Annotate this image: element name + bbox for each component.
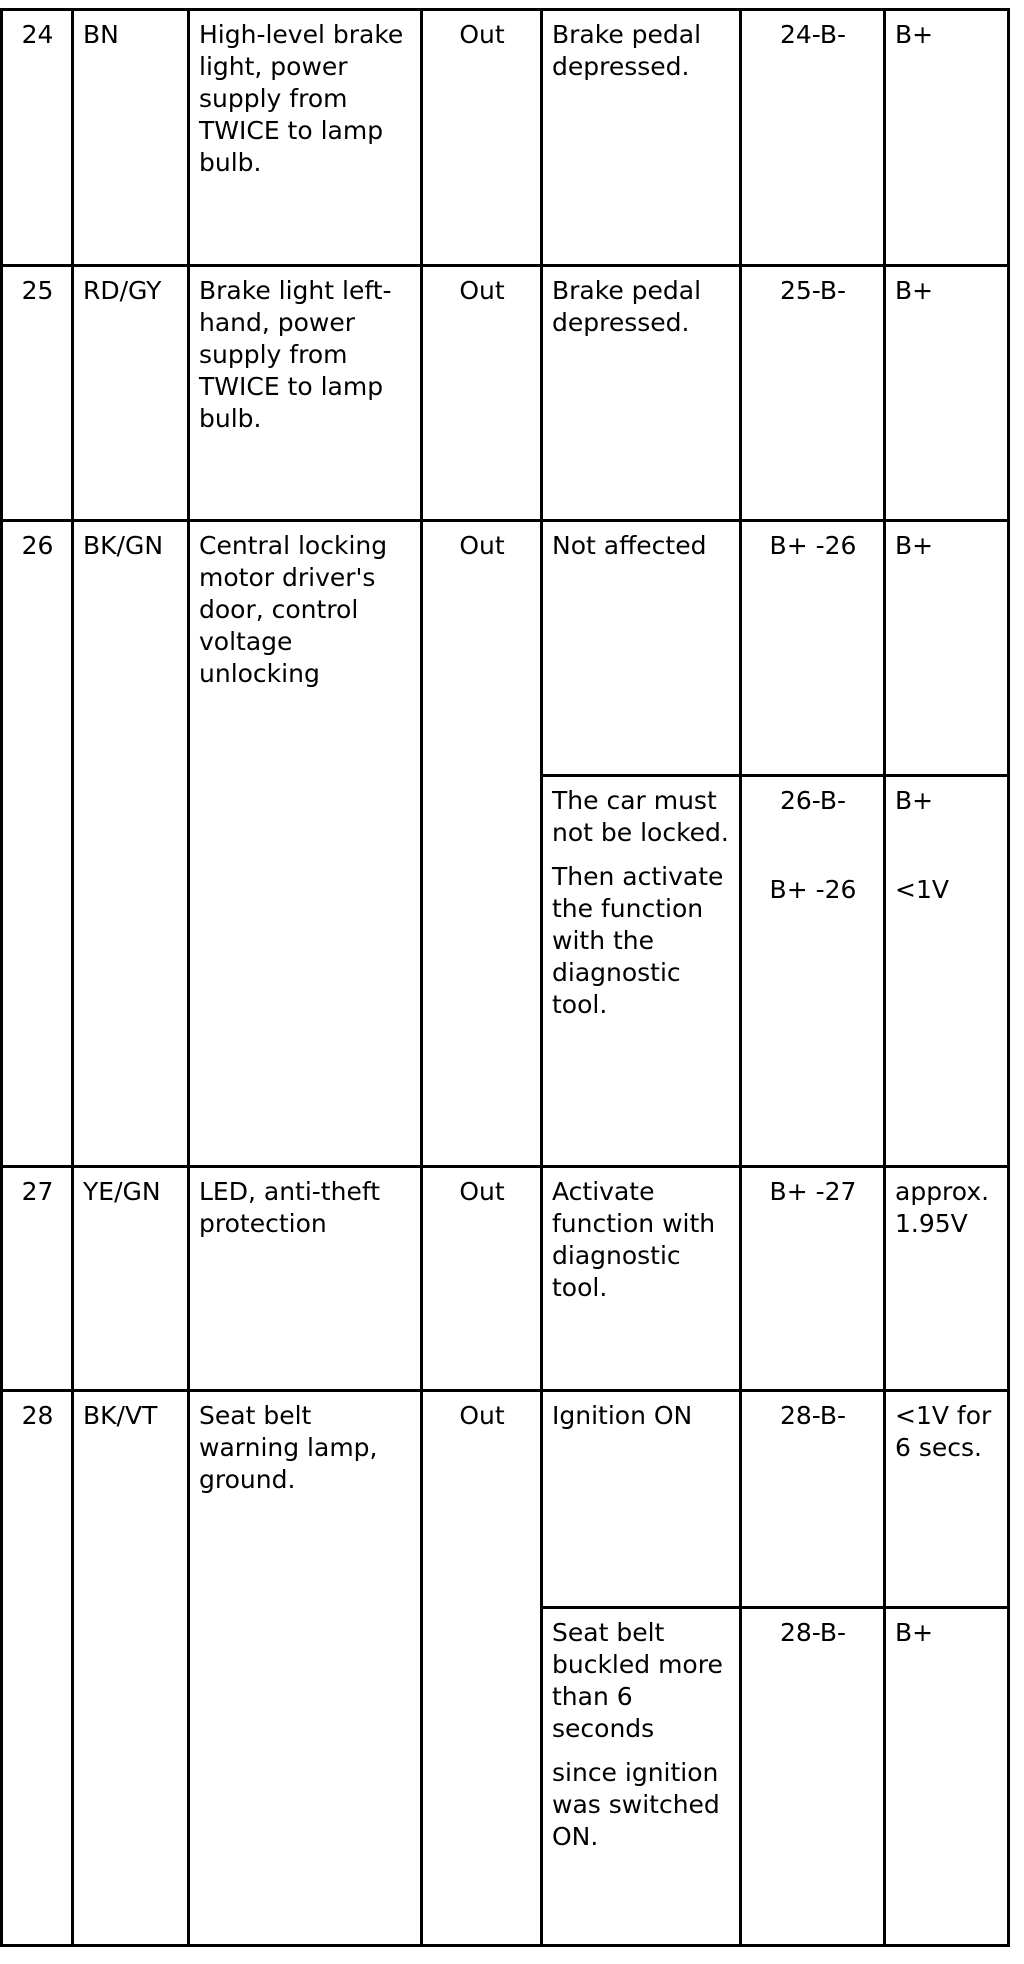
measure-point-text: B+ -26 bbox=[769, 875, 857, 904]
condition-text: since ignition was switched ON. bbox=[552, 1758, 720, 1851]
direction-cell: Out bbox=[422, 266, 542, 521]
table-row bbox=[2, 1391, 1009, 1608]
measure-point-cell: B+ -26 bbox=[741, 521, 885, 776]
condition-cell: Ignition ON bbox=[542, 1391, 741, 1608]
direction-cell: Out bbox=[422, 521, 542, 1167]
measure-point-cell: 28-B- bbox=[741, 1608, 885, 1946]
measure-point-text: 26-B- bbox=[779, 786, 847, 815]
description-cell: High-level brake light, power supply from TWICE to lamp bulb. bbox=[189, 10, 422, 266]
measure-point-cell bbox=[741, 776, 885, 1167]
description-cell: Central locking motor driver's door, control voltage unlocking bbox=[189, 521, 422, 1167]
wire-color-cell: BK/VT bbox=[73, 1391, 189, 1946]
condition-text: Seat belt buckled more than 6 seconds bbox=[552, 1618, 723, 1743]
measure-point-cell: 28-B- bbox=[741, 1391, 885, 1608]
wire-color-cell: RD/GY bbox=[73, 266, 189, 521]
description-cell: Seat belt warning lamp, ground. bbox=[189, 1391, 422, 1946]
value-cell: <1V for 6 secs. bbox=[885, 1391, 1009, 1608]
pin-number-cell: 25 bbox=[2, 266, 73, 521]
condition-text: The car must not be locked. bbox=[552, 786, 729, 847]
value-cell: B+ bbox=[885, 1608, 1009, 1946]
condition-cell: Brake pedal depressed. bbox=[542, 10, 741, 266]
measure-point-cell: B+ -27 bbox=[741, 1167, 885, 1391]
pin-number-cell: 24 bbox=[2, 10, 73, 266]
condition-cell: Not affected bbox=[542, 521, 741, 776]
description-cell: Brake light left-hand, power supply from TWICE to lamp bulb. bbox=[189, 266, 422, 521]
table-row bbox=[2, 521, 1009, 776]
pin-assignment-table bbox=[0, 8, 1010, 1947]
value-cell: B+ bbox=[885, 521, 1009, 776]
measure-point-cell: 25-B- bbox=[741, 266, 885, 521]
table-row bbox=[2, 10, 1009, 266]
direction-cell: Out bbox=[422, 1167, 542, 1391]
condition-cell bbox=[542, 1608, 741, 1946]
table-row bbox=[2, 1167, 1009, 1391]
pin-number-cell: 27 bbox=[2, 1167, 73, 1391]
wire-color-cell: BK/GN bbox=[73, 521, 189, 1167]
value-cell: B+ bbox=[885, 266, 1009, 521]
condition-cell bbox=[542, 776, 741, 1167]
value-cell bbox=[885, 776, 1009, 1167]
pin-number-cell: 26 bbox=[2, 521, 73, 1167]
value-text: B+ bbox=[895, 786, 934, 815]
condition-text: Then activate the function with the diagnostic tool. bbox=[552, 862, 724, 1019]
value-cell: approx. 1.95V bbox=[885, 1167, 1009, 1391]
direction-cell: Out bbox=[422, 1391, 542, 1946]
value-text: <1V bbox=[895, 875, 949, 904]
wire-color-cell: BN bbox=[73, 10, 189, 266]
measure-point-cell: 24-B- bbox=[741, 10, 885, 266]
description-cell: LED, anti-theft protection bbox=[189, 1167, 422, 1391]
condition-cell: Activate function with diagnostic tool. bbox=[542, 1167, 741, 1391]
pin-number-cell: 28 bbox=[2, 1391, 73, 1946]
direction-cell: Out bbox=[422, 10, 542, 266]
condition-cell: Brake pedal depressed. bbox=[542, 266, 741, 521]
wire-color-cell: YE/GN bbox=[73, 1167, 189, 1391]
table-row bbox=[2, 266, 1009, 521]
value-cell: B+ bbox=[885, 10, 1009, 266]
